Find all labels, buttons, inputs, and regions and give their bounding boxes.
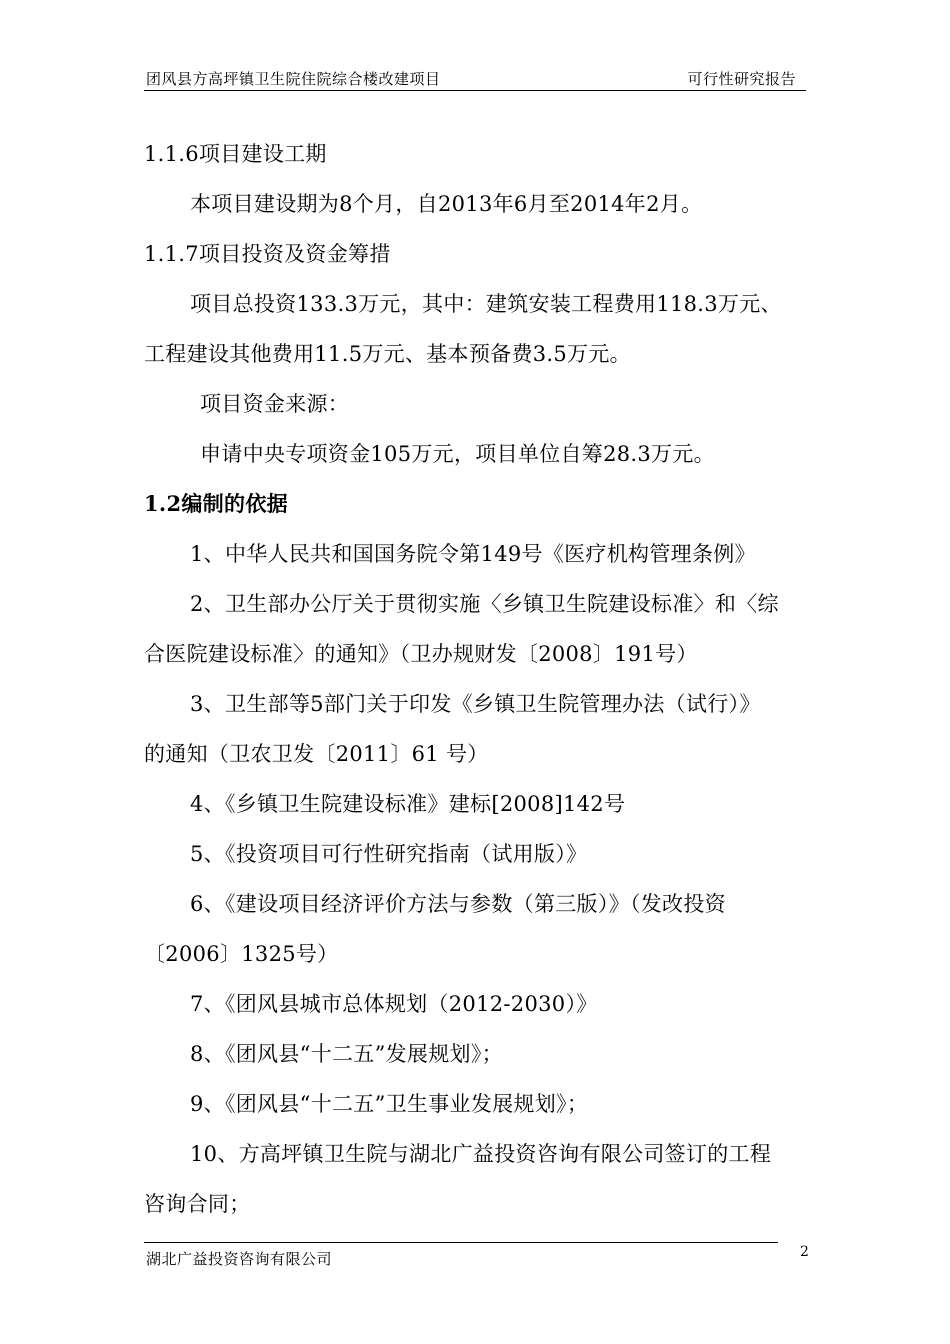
paragraph-line: 本项目建设期为8个月，自2013年6月至2014年2月。 — [190, 192, 703, 216]
list-item: 8、《团风县“十二五”发展规划》； — [190, 1042, 503, 1066]
list-item: 4、《乡镇卫生院建设标准》建标[2008]142号 — [190, 792, 626, 816]
section-heading-1-1-6: 1.1.6项目建设工期 — [144, 142, 327, 166]
paragraph-line: 项目资金来源： — [200, 392, 350, 416]
header-project-title: 团风县方高坪镇卫生院住院综合楼改建项目 — [146, 70, 441, 88]
page-number: 2 — [800, 1244, 809, 1260]
list-item-continuation: 的通知（卫农卫发〔2011〕61 号） — [144, 742, 489, 766]
footer-company: 湖北广益投资咨询有限公司 — [146, 1250, 333, 1268]
paragraph-line: 项目总投资133.3万元，其中：建筑安装工程费用118.3万元、 — [190, 292, 782, 316]
list-item: 6、《建设项目经济评价方法与参数（第三版）》（发改投资 — [190, 892, 726, 916]
section-heading-1-2: 1.2编制的依据 — [144, 491, 288, 516]
page-header — [144, 66, 806, 91]
list-item: 7、《团风县城市总体规划（2012-2030）》 — [190, 992, 598, 1016]
footer-divider — [144, 1242, 778, 1243]
list-item: 3、卫生部等5部门关于印发《乡镇卫生院管理办法（试行）》 — [190, 692, 761, 716]
section-heading-1-1-7: 1.1.7项目投资及资金筹措 — [144, 242, 391, 266]
list-item-continuation: 合医院建设标准〉的通知》（卫办规财发〔2008〕191号） — [144, 642, 698, 666]
paragraph-line: 工程建设其他费用11.5万元、基本预备费3.5万元。 — [144, 342, 631, 366]
list-item: 9、《团风县“十二五”卫生事业发展规划》； — [190, 1092, 589, 1116]
paragraph-line: 申请中央专项资金105万元，项目单位自筹28.3万元。 — [200, 442, 715, 466]
header-report-type: 可行性研究报告 — [687, 70, 796, 88]
list-item: 10、方高坪镇卫生院与湖北广益投资咨询有限公司签订的工程 — [190, 1142, 772, 1166]
list-item: 1、中华人民共和国国务院令第149号《医疗机构管理条例》 — [190, 542, 756, 566]
list-item-continuation: 咨询合同； — [144, 1192, 251, 1216]
list-item: 2、卫生部办公厅关于贯彻实施〈乡镇卫生院建设标准〉和〈综 — [190, 592, 779, 616]
list-item: 5、《投资项目可行性研究指南（试用版）》 — [190, 842, 588, 866]
list-item-continuation: 〔2006〕1325号） — [144, 942, 339, 966]
